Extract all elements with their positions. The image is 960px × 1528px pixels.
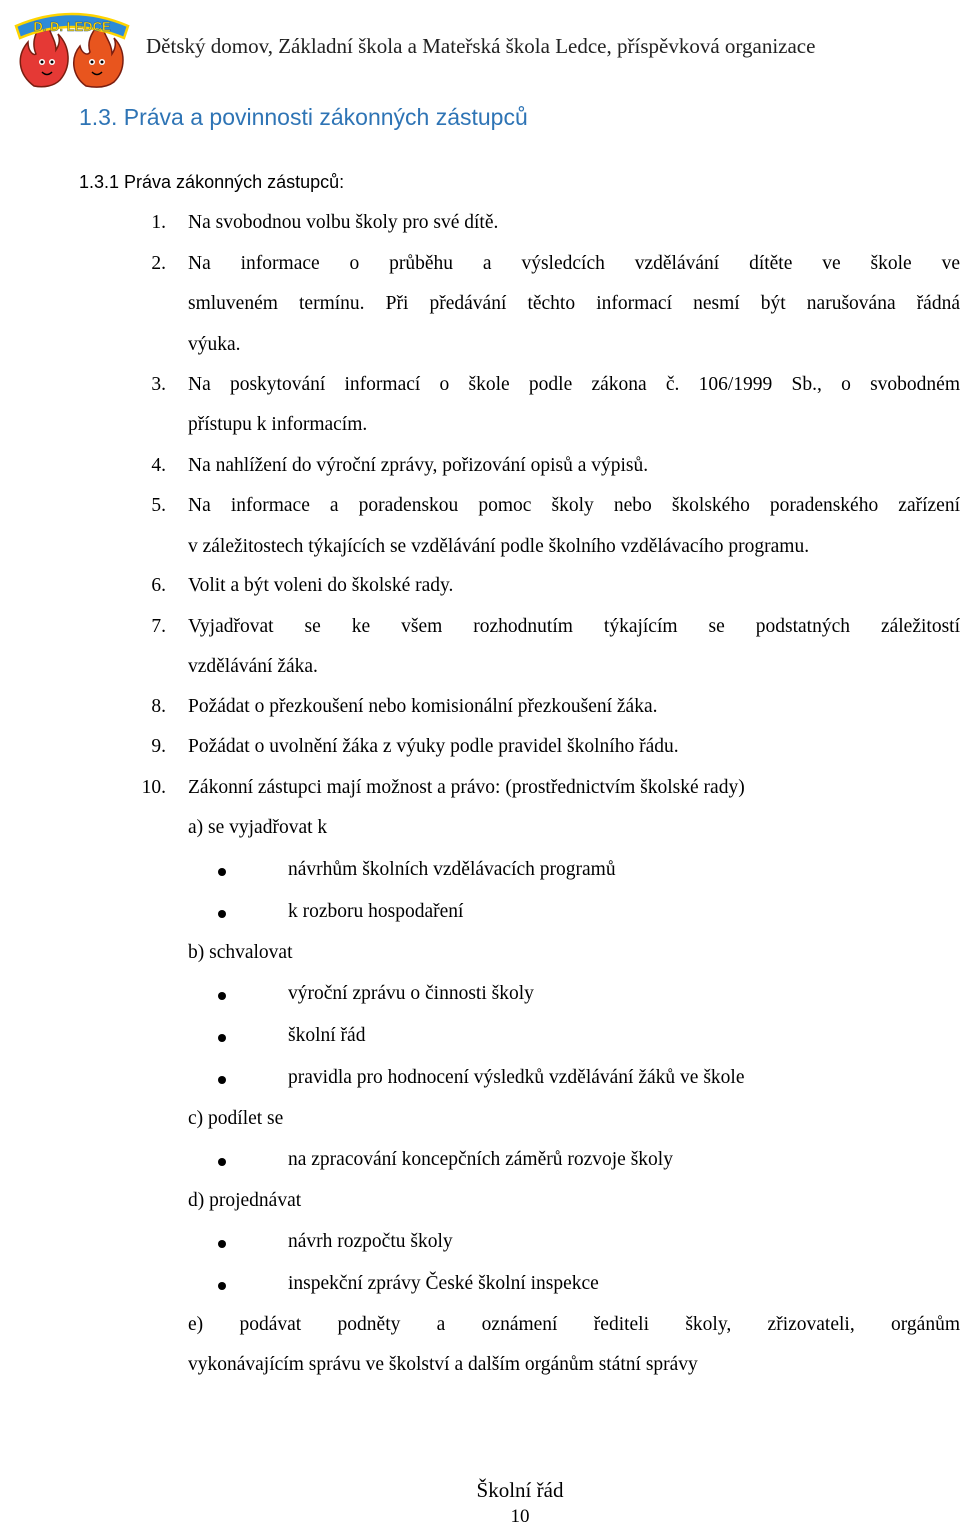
list-item: Vyjadřovat se ke všem rozhodnutím týkajícím se podstatných záležitostí [188,616,960,637]
list-item: Na poskytování informací o škole podle zákona č. 106/1999 Sb., o svobodném [188,374,960,395]
bullet-item: školní řád [288,1025,366,1046]
list-item: Požádat o uvolnění žáka z výuky podle pravidel školního řádu. [188,736,679,757]
item-number: 1. [151,212,166,233]
item-number: 7. [151,616,166,637]
page-number: 10 [510,1506,530,1527]
list-item-continuation: smluveném termínu. Při předávání těchto informací nesmí být narušována řádná [188,293,960,314]
bullet-item: k rozboru hospodaření [288,901,464,922]
item-number: 3. [151,374,166,395]
item-number: 5. [151,495,166,516]
item-number: 9. [151,736,166,757]
list-item: Na informace a poradenskou pomoc školy nebo školského poradenského zařízení [188,495,960,516]
sub-item-label: d) projednávat [188,1190,302,1211]
list-item-continuation: v záležitostech týkajících se vzdělávání podle školního vzdělávacího programu. [188,536,810,557]
list-item: Na informace o průběhu a výsledcích vzdělávání dítěte ve škole ve [188,253,960,274]
sub-item-e-continuation: vykonávajícím správu ve školství a dalším orgánům státní správy [188,1354,698,1375]
bullet-icon [218,1240,226,1248]
list-item-continuation: vzdělávání žáka. [188,656,318,677]
footer-title: Školní řád [476,1478,564,1502]
item-number: 6. [151,575,166,596]
logo-text: D. D. LEDCE [33,19,111,34]
list-item: Na nahlížení do výroční zprávy, pořizování opisů a výpisů. [188,455,649,476]
bullet-icon [218,868,226,876]
school-logo [12,4,130,88]
sub-item-label: b) schvalovat [188,942,293,963]
item-number: 10. [141,777,166,798]
page-header [0,0,960,90]
item-number: 8. [151,696,166,717]
list-item-continuation: výuka. [188,334,241,355]
list-item: Na svobodnou volbu školy pro své dítě. [188,212,499,233]
bullet-item: návrh rozpočtu školy [288,1231,453,1252]
sub-item-e: e) podávat podněty a oznámení řediteli školy, zřizovateli, orgánům [188,1314,960,1335]
bullet-icon [218,1076,226,1084]
subsection-title: 1.3.1 Práva zákonných zástupců: [79,172,345,192]
organization-name: Dětský domov, Základní škola a Mateřská škola Ledce, příspěvková organizace [146,34,816,58]
bullet-item: návrhům školních vzdělávacích programů [288,859,616,880]
sub-item-label: a) se vyjadřovat k [188,817,328,838]
bullet-item: inspekční zprávy České školní inspekce [288,1273,599,1294]
bullet-icon [218,1282,226,1290]
bullet-item: na zpracování koncepčních záměrů rozvoje školy [288,1149,673,1170]
bullet-icon [218,992,226,1000]
bullet-icon [218,910,226,918]
list-item-continuation: přístupu k informacím. [188,414,368,435]
list-item: Zákonní zástupci mají možnost a právo: (prostřednictvím školské rady) [188,777,745,798]
item-number: 2. [151,253,166,274]
list-item: Požádat o přezkoušení nebo komisionální přezkoušení žáka. [188,696,658,717]
bullet-item: výroční zprávu o činnosti školy [288,983,534,1004]
bullet-icon [218,1034,226,1042]
list-item: Volit a být voleni do školské rady. [188,575,454,596]
bullet-item: pravidla pro hodnocení výsledků vzdělávání žáků ve škole [288,1067,745,1088]
bullet-icon [218,1158,226,1166]
sub-item-label: c) podílet se [188,1108,284,1129]
section-title: 1.3. Práva a povinnosti zákonných zástupců [79,104,528,130]
item-number: 4. [151,455,166,476]
